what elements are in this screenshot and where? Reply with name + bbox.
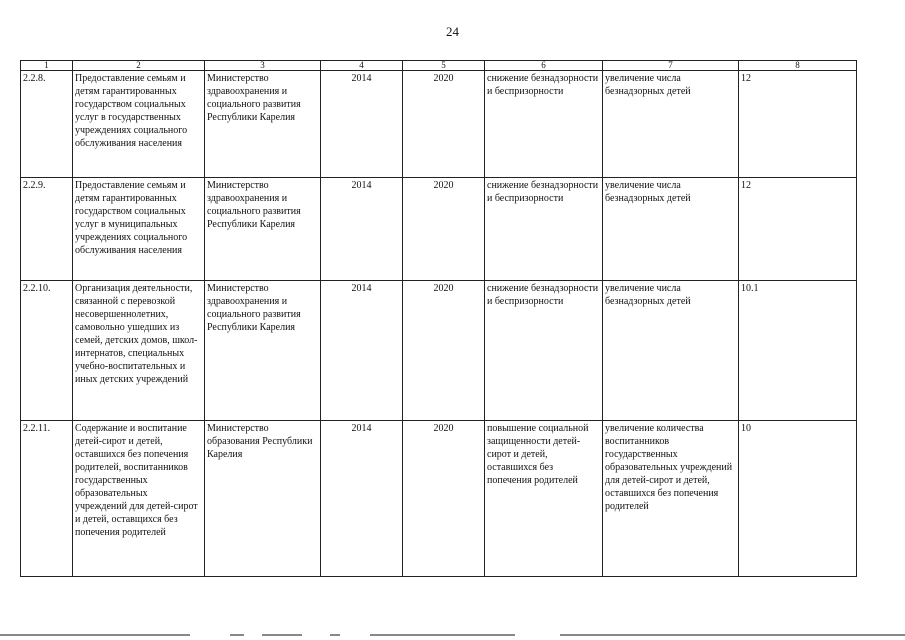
- end-year-cell: 2020: [403, 71, 485, 178]
- consequence-cell: увеличение числа безнадзорных детей: [603, 178, 739, 281]
- table-row: [21, 421, 857, 577]
- link-cell: 10.1: [739, 281, 857, 421]
- column-header: 5: [403, 61, 485, 71]
- page-footer-rule: [0, 630, 905, 640]
- start-year-cell: 2014: [321, 281, 403, 421]
- measure-cell: Организация деятельности, связанной с перевозкой несовершеннолетних, самовольно ушедших из семей, детских домов, школ-интернатов, специальных учебно-воспитательных и иных детских учреждений: [73, 281, 205, 421]
- row-id: 2.2.8.: [21, 71, 73, 178]
- table-header-row: [21, 61, 857, 71]
- consequence-cell: увеличение числа безнадзорных детей: [603, 71, 739, 178]
- column-header: 3: [205, 61, 321, 71]
- result-cell: снижение безнадзорности и беспризорности: [485, 281, 603, 421]
- executor-cell: Министерство здравоохранения и социального развития Республики Карелия: [205, 281, 321, 421]
- column-header: 8: [739, 61, 857, 71]
- result-cell: снижение безнадзорности и беспризорности: [485, 178, 603, 281]
- column-header: 1: [21, 61, 73, 71]
- end-year-cell: 2020: [403, 421, 485, 577]
- column-header: 4: [321, 61, 403, 71]
- row-id: 2.2.9.: [21, 178, 73, 281]
- executor-cell: Министерство здравоохранения и социального развития Республики Карелия: [205, 71, 321, 178]
- link-cell: 10: [739, 421, 857, 577]
- link-cell: 12: [739, 178, 857, 281]
- measure-cell: Предоставление семьям и детям гарантированных государством социальных услуг в государственных учреждениях социального обслуживания населения: [73, 71, 205, 178]
- table-row: [21, 178, 857, 281]
- row-id: 2.2.10.: [21, 281, 73, 421]
- start-year-cell: 2014: [321, 71, 403, 178]
- table-row: [21, 281, 857, 421]
- start-year-cell: 2014: [321, 178, 403, 281]
- result-cell: повышение социальной защищенности детей-сирот и детей, оставшихся без попечения родителей: [485, 421, 603, 577]
- consequence-cell: увеличение числа безнадзорных детей: [603, 281, 739, 421]
- start-year-cell: 2014: [321, 421, 403, 577]
- column-header: 6: [485, 61, 603, 71]
- column-header: 7: [603, 61, 739, 71]
- measures-table: [20, 60, 857, 577]
- page-number: 24: [446, 24, 459, 39]
- row-id: 2.2.11.: [21, 421, 73, 577]
- executor-cell: Министерство образования Республики Карелия: [205, 421, 321, 577]
- table-row: [21, 71, 857, 178]
- result-cell: снижение безнадзорности и беспризорности: [485, 71, 603, 178]
- executor-cell: Министерство здравоохранения и социального развития Республики Карелия: [205, 178, 321, 281]
- column-header: 2: [73, 61, 205, 71]
- end-year-cell: 2020: [403, 281, 485, 421]
- measure-cell: Содержание и воспитание детей-сирот и детей, оставшихся без попечения родителей, воспитанников государственных образовательных учреждений для детей-сирот и детей, оставщихся без попечения родителей: [73, 421, 205, 577]
- consequence-cell: увеличение количества воспитанников государственных образовательных учреждений для детей-сирот и детей, оставшихся без попечения родителей: [603, 421, 739, 577]
- measure-cell: Предоставление семьям и детям гарантированных государством социальных услуг в муниципальных учреждениях социального обслуживания населения: [73, 178, 205, 281]
- link-cell: 12: [739, 71, 857, 178]
- end-year-cell: 2020: [403, 178, 485, 281]
